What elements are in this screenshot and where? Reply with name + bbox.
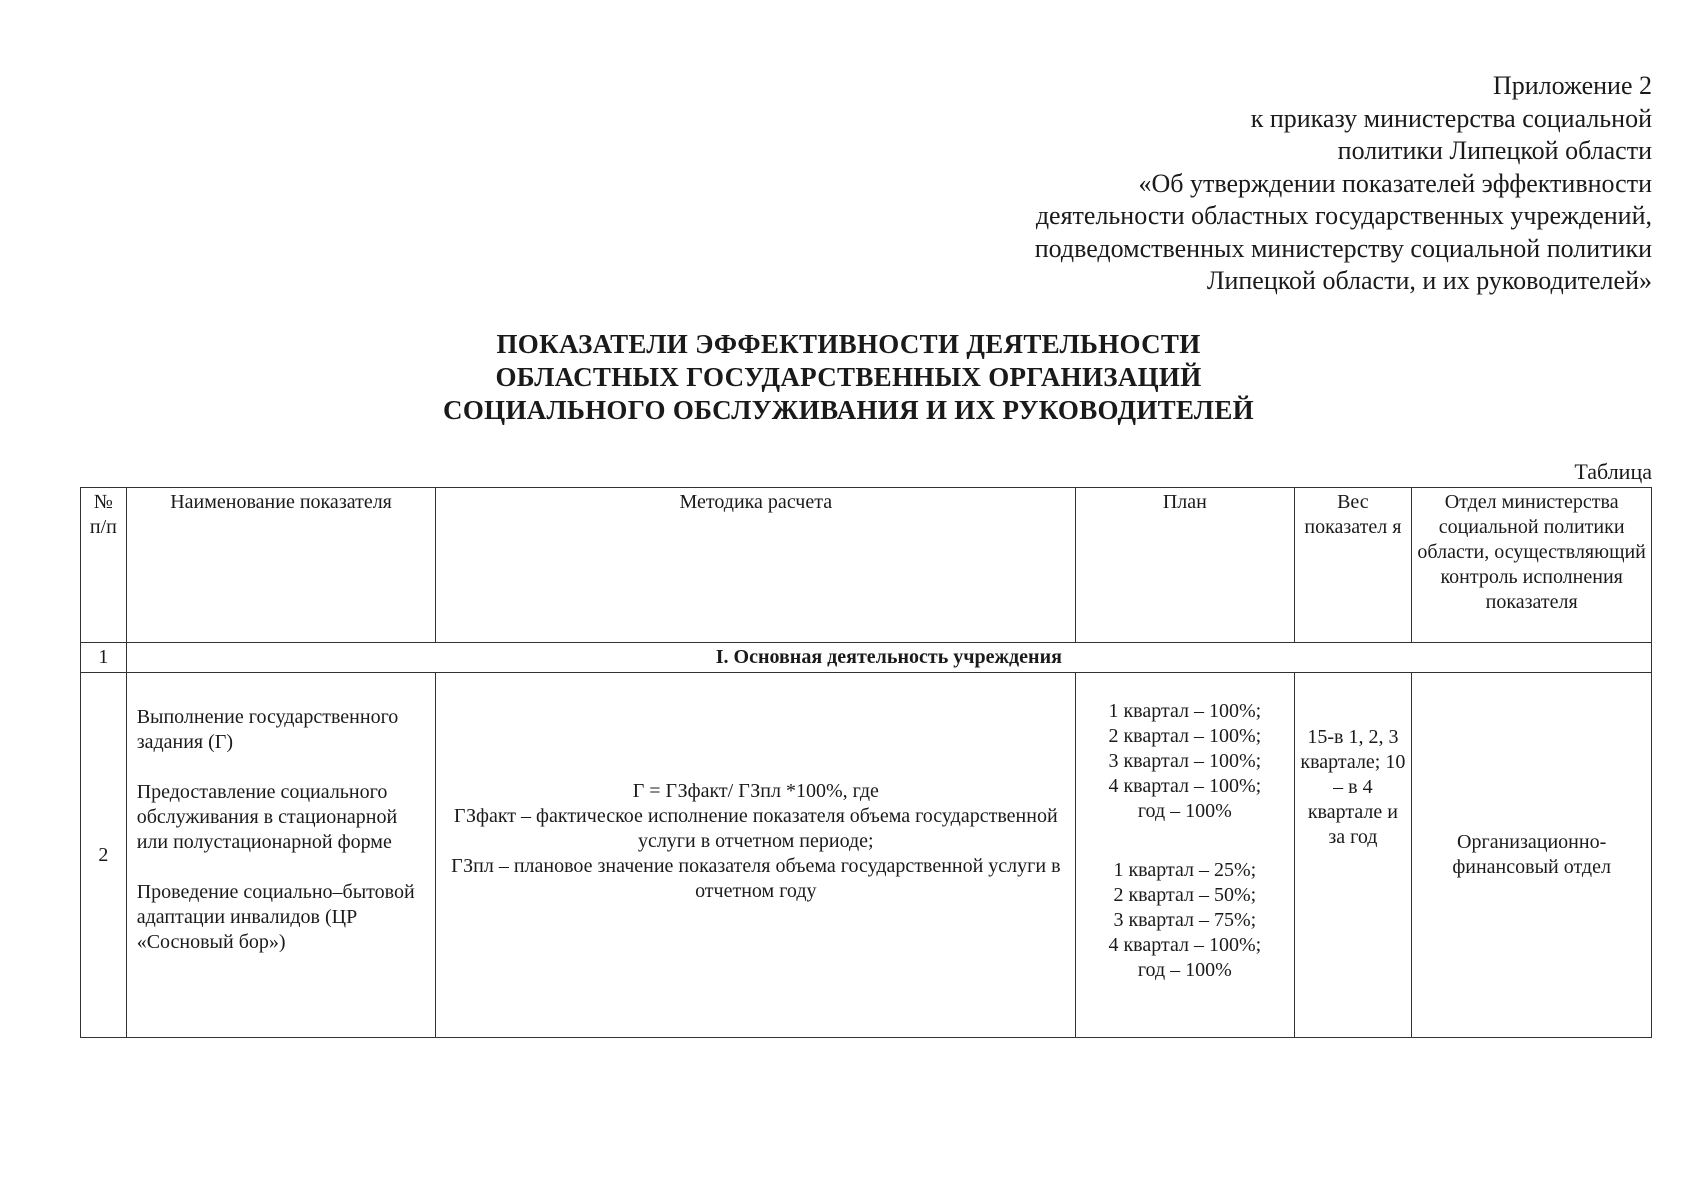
plan-line: 2 квартал – 50%; [1113,884,1257,906]
indicator-name: Проведение социально–бытовой адаптации инвалидов (ЦР «Сосновый бор») [136,881,415,953]
appendix-line: Липецкой области, и их руководителей» [1206,266,1652,295]
header-num: № п/п [81,488,127,643]
appendix-line: к приказу министерства социальной [1250,103,1652,133]
table-header-row [81,488,1652,643]
indicator-name: Выполнение государственного задания (Г) [136,706,399,753]
indicator-name: Предоставление социального обслуживания в стационарной или полустационарной форме [136,781,398,853]
row-plan [1076,673,1294,1038]
row-method [436,673,1076,1038]
method-definition: ГЗпл – плановое значение показателя объема государственной услуги в отчетном году [451,854,1061,902]
title-line: ОБЛАСТНЫХ ГОСУДАРСТВЕННЫХ ОРГАНИЗАЦИЙ [495,362,1202,392]
plan-line: год – 100% [1137,959,1232,981]
row-weight: 15-в 1, 2, 3 квартале; 10 – в 4 квартале и за год [1294,673,1412,1038]
header-weight: Вес показател я [1294,488,1412,643]
title-line: ПОКАЗАТЕЛИ ЭФФЕКТИВНОСТИ ДЕЯТЕЛЬНОСТИ [496,329,1201,359]
method-definition: ГЗфакт – фактическое исполнение показателя объема государственной услуги в отчетном периоде; [453,804,1058,852]
plan-line: 1 квартал – 100%; [1108,700,1262,722]
appendix-block [1035,70,1652,298]
appendix-line: политики Липецкой области [1337,136,1652,165]
method-formula: Г = ГЗфакт/ ГЗпл *100%, где [632,779,879,802]
appendix-line: «Об утверждении показателей эффективности [1138,168,1652,198]
plan-line: 3 квартал – 100%; [1108,750,1262,772]
plan-line: год – 100% [1137,800,1232,822]
header-method: Методика расчета [436,488,1076,643]
row-num: 2 [81,673,127,1038]
plan-line: 2 квартал – 100%; [1108,725,1262,747]
plan-line: 4 квартал – 100%; [1108,775,1262,797]
table-row [81,673,1652,1038]
appendix-line: Приложение 2 [1492,71,1652,100]
document-title [0,328,1697,427]
header-name: Наименование показателя [126,488,436,643]
row-indicator-names [126,673,436,1038]
plan-line: 1 квартал – 25%; [1113,859,1257,881]
plan-line: 3 квартал – 75%; [1113,909,1257,931]
appendix-line: деятельности областных государственных учреждений, [1035,201,1652,230]
indicators-table [80,487,1652,1038]
plan-line: 4 квартал – 100%; [1108,934,1262,956]
section-row [81,643,1652,673]
header-dept: Отдел министерства социальной политики области, осуществляющий контроль исполнения показателя [1412,488,1652,643]
section-title: I. Основная деятельность учреждения [126,643,1651,673]
table-label: Таблица [1574,459,1652,484]
title-line: СОЦИАЛЬНОГО ОБСЛУЖИВАНИЯ И ИХ РУКОВОДИТЕЛЕЙ [443,395,1254,425]
header-plan: План [1076,488,1294,643]
section-num: 1 [81,643,127,673]
row-dept: Организационно-финансовый отдел [1412,673,1652,1038]
appendix-line: подведомственных министерству социальной политики [1034,233,1652,263]
